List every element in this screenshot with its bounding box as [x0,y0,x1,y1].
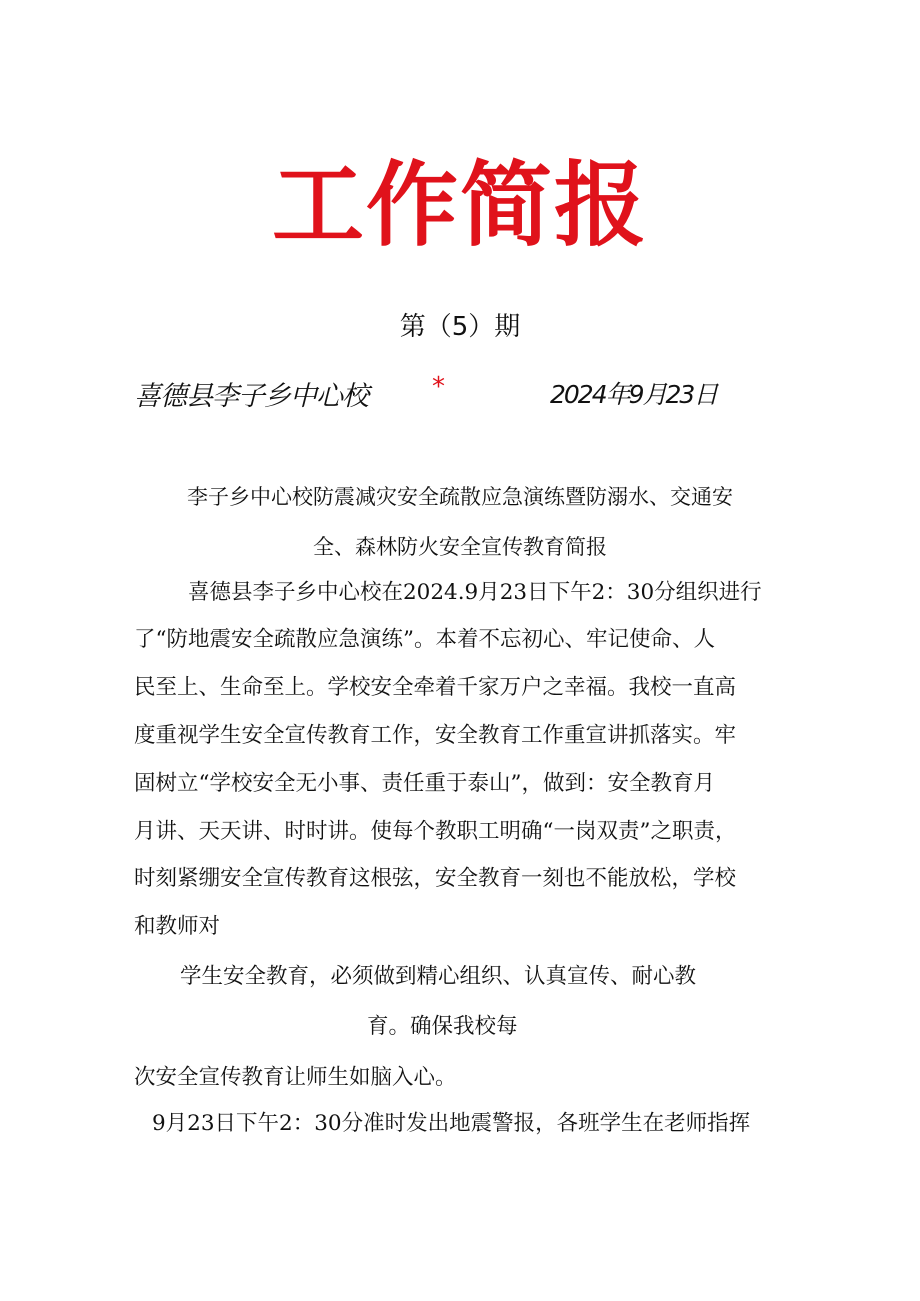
body-text-line: 月讲、天天讲、时时讲。使每个教职工明确“一岗双责”之职责， [134,819,737,844]
body-text-line: 时刻紧绷安全宣传教育这根弦，安全教育一刻也不能放松，学校 [134,866,737,891]
issue-number: 第（5）期 [399,312,521,342]
body-text-line: 了“防地震安全疏散应急演练”。本着不忘初心、牢记使命、人 [134,627,715,652]
body-text-line: 育。确保我校每 [367,1014,518,1039]
organization-name: 喜德县李子乡中心校 [134,381,368,412]
body-text-line: 9月23日下午2：30分准时发出地震警报，各班学生在老师指挥 [152,1111,751,1136]
body-text-line: 喜德县李子乡中心校在2024.9月23日下午2：30分组织进行 [188,580,762,605]
body-text-line: 次安全宣传教育让师生如脑入心。 [134,1065,457,1090]
body-text-line: 度重视学生安全宣传教育工作，安全教育工作重宣讲抓落实。牢 [134,723,737,748]
masthead-info [134,374,734,414]
article-title-line: 李子乡中心校防震减灾安全疏散应急演练暨防溺水、交通安 [187,485,733,509]
body-text-line: 民至上、生命至上。学校安全牵着千家万户之幸福。我校一直高 [134,675,737,700]
star-mark: * [432,372,445,402]
body-text-line: 固树立“学校安全无小事、责任重于泰山”，做到：安全教育月 [134,771,715,796]
bulletin-title: 工作简报 [271,152,648,259]
article-title-line: 全、森林防火安全宣传教育简报 [313,535,607,559]
body-text-line: 学生安全教育，必须做到精心组织、认真宣传、耐心教 [180,964,697,989]
body-text-line: 和教师对 [134,914,221,939]
issue-date: 2024年9月23日 [550,380,717,409]
